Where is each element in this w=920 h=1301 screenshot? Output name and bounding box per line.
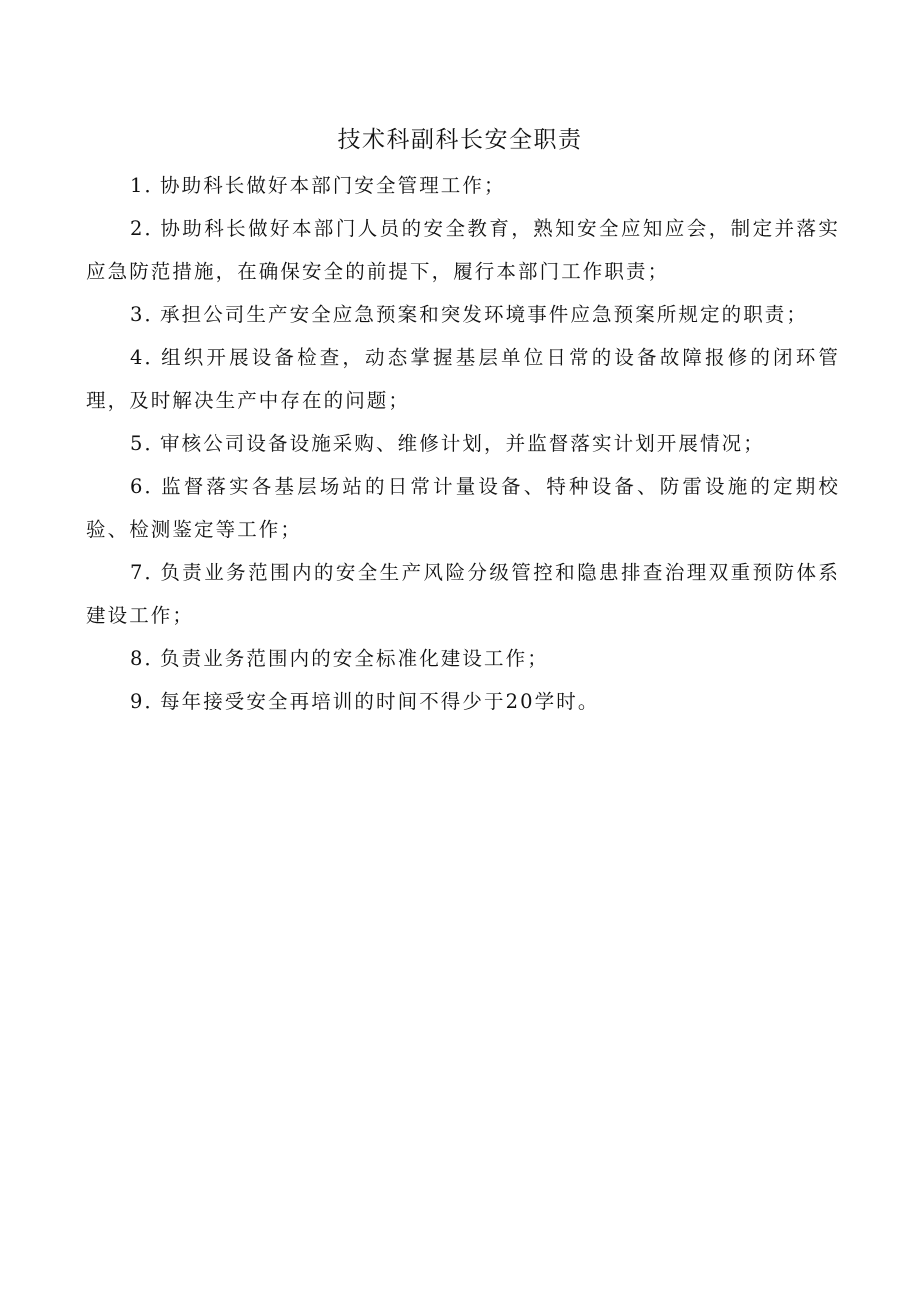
item-text: 监督落实各基层场站的日常计量设备、特种设备、防雷设施的定期校验、检测鉴定等工作； — [86, 475, 840, 541]
item-text: 协助科长做好本部门人员的安全教育，熟知安全应知应会，制定并落实应急防范措施，在确保安全的前提下，履行本部门工作职责； — [86, 217, 840, 283]
item-number: 5． — [130, 432, 167, 455]
item-text: 负责业务范围内的安全标准化建设工作； — [160, 647, 549, 670]
item-number: 4． — [130, 346, 167, 369]
item-number: 1． — [130, 174, 167, 197]
list-item — [86, 422, 840, 465]
duty-list — [86, 164, 840, 723]
page-title: 技术科副科长安全职责 — [337, 127, 583, 153]
item-text: 审核公司设备设施采购、维修计划，并监督落实计划开展情况； — [160, 432, 765, 455]
item-number: 9． — [130, 690, 167, 713]
item-number: 7． — [130, 561, 167, 584]
item-number: 8． — [130, 647, 167, 670]
list-item — [86, 336, 840, 422]
item-number: 6． — [130, 475, 167, 498]
list-item — [86, 551, 840, 637]
list-item — [86, 465, 840, 551]
list-item — [86, 637, 840, 680]
item-number: 2． — [130, 217, 167, 240]
list-item — [86, 680, 840, 723]
list-item — [86, 293, 840, 336]
item-text: 协助科长做好本部门安全管理工作； — [160, 174, 506, 197]
item-text: 组织开展设备检查，动态掌握基层单位日常的设备故障报修的闭环管理，及时解决生产中存在的问题； — [86, 346, 840, 412]
item-text: 负责业务范围内的安全生产风险分级管控和隐患排查治理双重预防体系建设工作； — [86, 561, 840, 627]
item-number: 3． — [130, 303, 167, 326]
item-text: 每年接受安全再培训的时间不得少于20学时。 — [160, 690, 600, 713]
list-item — [86, 207, 840, 293]
list-item — [86, 164, 840, 207]
item-text: 承担公司生产安全应急预案和突发环境事件应急预案所规定的职责； — [160, 303, 809, 326]
